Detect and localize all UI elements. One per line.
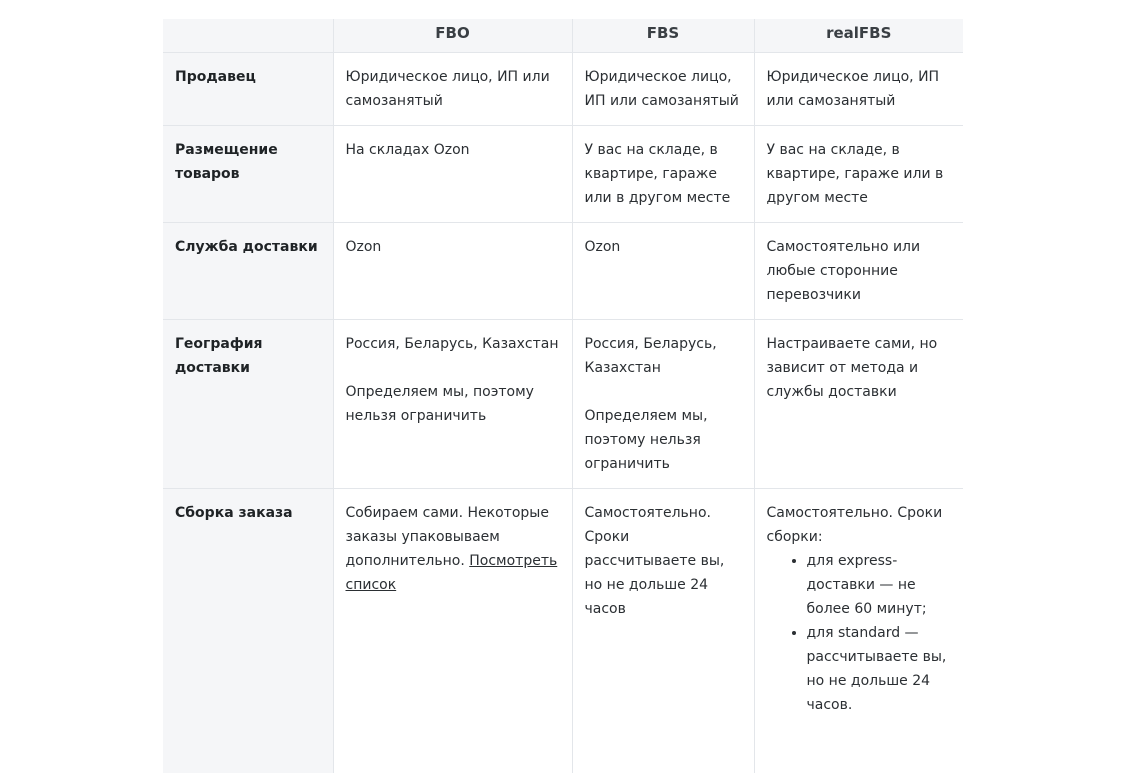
geography-fbo-note: Определяем мы, поэтому нельзя ограничить [346, 380, 560, 428]
cell-geography-fbo [333, 320, 572, 489]
cell-delivery-fbs: Ozon [572, 223, 754, 320]
cell-delivery-realfbs: Самостоятельно или любые сторонние перевозчики [754, 223, 963, 320]
cell-seller-realfbs: Юридическое лицо, ИП или самозанятый [754, 53, 963, 126]
row-label-assembly: Сборка заказа [163, 489, 333, 773]
cell-assembly-fbo [333, 489, 572, 773]
row-label-delivery: Служба доставки [163, 223, 333, 320]
row-label-geography: География доставки [163, 320, 333, 489]
table-row [163, 489, 963, 773]
geography-fbo-countries: Россия, Беларусь, Казахстан [346, 332, 560, 356]
cell-delivery-fbo: Ozon [333, 223, 572, 320]
list-item: • для express-доставки — не более 60 минут; [807, 549, 952, 621]
assembly-realfbs-intro: Самостоятельно. Сроки сборки: [767, 501, 952, 549]
cell-assembly-realfbs [754, 489, 963, 773]
cell-seller-fbo: Юридическое лицо, ИП или самозанятый [333, 53, 572, 126]
cell-seller-fbs: Юридическое лицо, ИП или самозанятый [572, 53, 754, 126]
table-row [163, 126, 963, 223]
table-row [163, 320, 963, 489]
cell-placement-fbs: У вас на складе, в квартире, гараже или в другом месте [572, 126, 754, 223]
assembly-realfbs-list [767, 549, 952, 717]
view-list-link[interactable]: Посмотреть список [346, 553, 558, 593]
table-row [163, 53, 963, 126]
table-row [163, 223, 963, 320]
comparison-table [163, 19, 963, 773]
header-realfbs: realFBS [754, 19, 963, 53]
geography-fbs-note: Определяем мы, поэтому нельзя ограничить [585, 404, 742, 476]
row-label-seller: Продавец [163, 53, 333, 126]
assembly-fbo-text: Собираем сами. Некоторые заказы упаковываем дополнительно. [346, 505, 549, 569]
header-fbs: FBS [572, 19, 754, 53]
cell-placement-fbo: На складах Ozon [333, 126, 572, 223]
cell-geography-fbs [572, 320, 754, 489]
geography-fbs-countries: Россия, Беларусь, Казахстан [585, 332, 742, 380]
row-label-placement: Размещение товаров [163, 126, 333, 223]
cell-placement-realfbs: У вас на складе, в квартире, гараже или в другом месте [754, 126, 963, 223]
header-fbo: FBO [333, 19, 572, 53]
list-item: • для standard — рассчитываете вы, но не дольше 24 часов. [807, 621, 952, 717]
header-row [163, 19, 963, 53]
cell-assembly-fbs: Самостоятельно. Сроки рассчитываете вы, но не дольше 24 часов [572, 489, 754, 773]
header-empty-cell [163, 19, 333, 53]
cell-geography-realfbs: Настраиваете сами, но зависит от метода и службы доставки [754, 320, 963, 489]
